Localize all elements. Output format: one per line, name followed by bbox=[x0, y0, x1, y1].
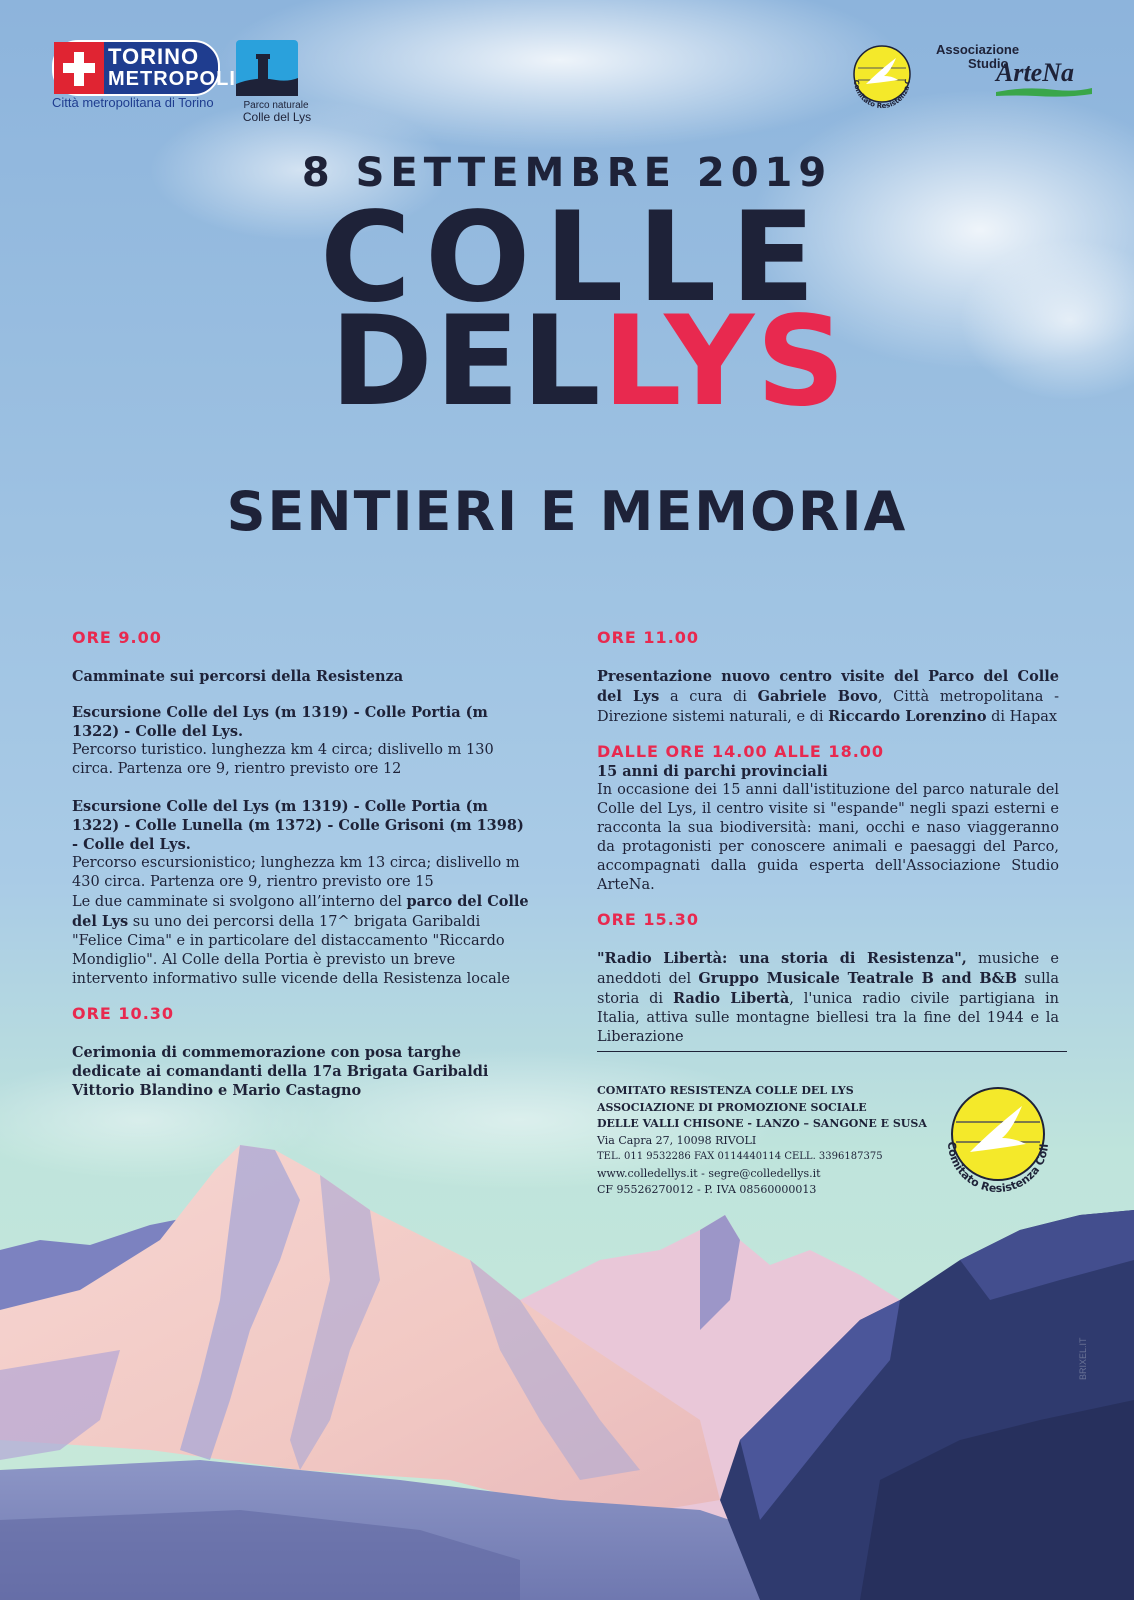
radio-group: Gruppo Musicale Teatrale B and B&B bbox=[698, 970, 1017, 987]
time-dalle-14-alle-18: DALLE ORE 14.00 ALLE 18.00 bbox=[597, 742, 885, 761]
parchi-section bbox=[597, 762, 1059, 895]
footer-line3: DELLE VALLI CHISONE - LANZO – SANGONE E SUSA bbox=[597, 1117, 927, 1130]
radio-b: musiche e aneddoti del bbox=[597, 951, 1059, 987]
walks-description-a: Le due camminate si svolgono all’interno del bbox=[72, 894, 407, 910]
artena-logo-line2: Studio bbox=[968, 56, 1009, 71]
walks-intro: Camminate sui percorsi della Resistenza bbox=[72, 668, 404, 685]
title-lys: LYS bbox=[602, 290, 848, 434]
title-del-lys bbox=[330, 290, 848, 434]
presentation-speaker-2: Riccardo Lorenzino bbox=[828, 708, 987, 725]
comitato-ring-text: Comitato Resistenza C bbox=[851, 78, 913, 111]
torino-metropoli-logo bbox=[52, 40, 236, 96]
comitato-logo-bottom bbox=[940, 1080, 1056, 1200]
footer-address: Via Capra 27, 10098 RIVOLI bbox=[597, 1133, 757, 1147]
tower-icon bbox=[236, 40, 298, 96]
excursion-1-text: Percorso turistico. lunghezza km 4 circa; dislivello m 130 circa. Partenza ore 9, rientro previsto ore 12 bbox=[72, 742, 494, 777]
footer-tax: CF 95526270012 - P. IVA 08560000013 bbox=[597, 1183, 817, 1196]
title-del: DEL bbox=[330, 290, 603, 434]
dove-barbed-wire-icon bbox=[940, 1080, 1056, 1200]
excursion-2 bbox=[72, 797, 534, 892]
comitato-logo-top bbox=[846, 40, 918, 112]
walks-description-c: su uno dei percorsi della 17^ brigata Garibaldi "Felice Cima" e in particolare del distaccamento "Riccardo Mondiglio". Al Colle della Portia è previsto un breve intervento informativo sulle vicende della Resistenza locale bbox=[72, 914, 510, 987]
radio-f: , l'unica radio civile partigiana in Italia, attiva sulle montagne biellesi tra la fine del 1944 e la Liberazione bbox=[597, 991, 1059, 1045]
title-colle: COLLE bbox=[320, 186, 830, 330]
radio-d: sulla storia di bbox=[597, 971, 1059, 1007]
presentation-speaker-1: Gabriele Bovo bbox=[757, 688, 878, 705]
parchi-text: In occasione dei 15 anni dall'istituzione del parco naturale del Colle del Lys, il centro visite si "espande" negli spazi esterni e racconta la sua biodiversità: mani, occhi e naso viaggeranno da protagonisti per conoscere animali e paesaggi del Parco, accompagnati dalla guida esperta dell'Associazione Studio ArteNa. bbox=[597, 782, 1059, 893]
parco-logo-line2: Colle del Lys bbox=[242, 110, 312, 124]
comitato-ring-text-bottom: Comitato Resistenza Coll bbox=[944, 1141, 1051, 1196]
radio-name: Radio Libertà bbox=[672, 990, 790, 1007]
time-ore-11: ORE 11.00 bbox=[597, 628, 700, 647]
ceremony-text: Cerimonia di commemorazione con posa targhe dedicate ai comandanti della 17a Brigata Garibaldi Vittorio Blandino e Mario Castagno bbox=[72, 1044, 489, 1099]
brush-stroke-icon bbox=[996, 84, 1092, 98]
presentation-f: di Hapax bbox=[986, 709, 1058, 725]
presentation-title: Presentazione nuovo centro visite del Parco del Colle del Lys bbox=[597, 668, 1059, 705]
artena-logo-name: ArteNa bbox=[996, 58, 1074, 87]
parco-logo-line1: Parco naturale bbox=[243, 100, 309, 111]
excursion-2-title: Escursione Colle del Lys (m 1319) - Colle Portia (m 1322) - Colle Lunella (m 1372) - Colle Grisoni (m 1398) - Colle del Lys. bbox=[72, 798, 524, 853]
walks-description-park: parco del Colle del Lys bbox=[72, 893, 529, 930]
radio-text bbox=[597, 949, 1059, 1047]
dove-barbed-wire-icon bbox=[846, 40, 918, 112]
presentation-text bbox=[597, 667, 1059, 727]
radio-title: "Radio Libertà: una storia di Resistenza", bbox=[597, 950, 967, 967]
footer-line1: COMITATO RESISTENZA COLLE DEL LYS bbox=[597, 1084, 854, 1097]
artena-logo-line1: Associazione bbox=[936, 42, 1020, 57]
excursion-1-title: Escursione Colle del Lys (m 1319) - Colle Portia (m 1322) - Colle del Lys. bbox=[72, 704, 488, 740]
footer-phone: TEL. 011 9532286 FAX 0114440114 CELL. 3396187375 bbox=[597, 1151, 883, 1162]
subtitle: SENTIERI E MEMORIA bbox=[226, 480, 908, 543]
excursion-1 bbox=[72, 703, 532, 779]
credit-brixel: BRIXEL.IT bbox=[1078, 1337, 1088, 1380]
torino-logo-line2: METROPOLI bbox=[108, 68, 236, 90]
footer-line2: ASSOCIAZIONE DI PROMOZIONE SOCIALE bbox=[597, 1100, 867, 1114]
torino-logo-subtitle: Città metropolitana di Torino bbox=[52, 95, 214, 110]
footer-web: www.colledellys.it - segre@colledellys.it bbox=[597, 1166, 821, 1180]
torino-logo-line1: TORINO bbox=[108, 44, 200, 69]
time-ore-15-30: ORE 15.30 bbox=[597, 910, 700, 929]
footer-divider bbox=[597, 1051, 1067, 1052]
parchi-title: 15 anni di parchi provinciali bbox=[597, 763, 828, 780]
event-date: 8 SETTEMBRE 2019 bbox=[301, 150, 833, 196]
presentation-b: a cura di bbox=[659, 689, 758, 705]
footer-contacts bbox=[597, 1083, 927, 1199]
time-ore-10-30: ORE 10.30 bbox=[72, 1004, 175, 1023]
walks-description bbox=[72, 892, 534, 989]
time-ore-9: ORE 9.00 bbox=[72, 628, 162, 647]
torino-flag-icon bbox=[54, 42, 104, 94]
excursion-2-text: Percorso escursionistico; lunghezza km 13 circa; dislivello m 430 circa. Partenza ore 9, rientro previsto ore 15 bbox=[72, 855, 520, 890]
presentation-d: , Città metropolitana - Direzione sistemi naturali, e di bbox=[597, 689, 1059, 725]
